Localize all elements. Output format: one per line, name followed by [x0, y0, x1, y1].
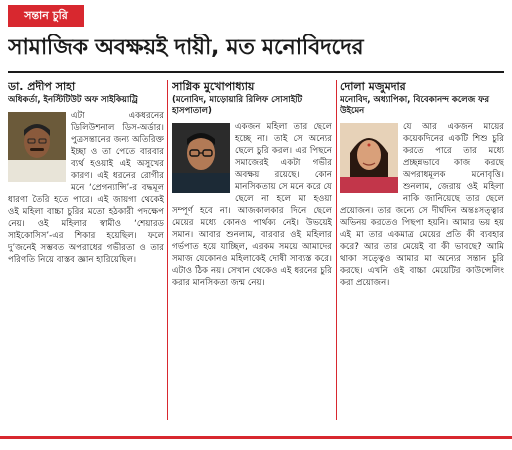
author-name: দোলা মজুমদার: [340, 80, 406, 93]
column-text: যে আর একজন মায়ের কয়েকদিনের একটি শিশু চুরি করতে পারে তার মধ্যে প্রচ্ছন্নভাবে কাজ করছে অপরাধমূলক মনোবৃত্তি। শুনলাম, জেরায় ওই মহিলা নাকি জানিয়েছে তার ছেলে প্রয়োজন। তার জন্যে সে দীর্ঘদিন অন্তঃসত্ত্বার অভিনয় করতেও পিছপা হয়নি। আমার ভয় হয় এই মা তার একমাত্র মেয়ের প্রতি কী ব্যবহার করে? আর তার মেয়েই বা কী ভাবছে? আমি থাকা সত্ত্বেও আমার মা অন্যের সন্তান চুরি করছে। এখনি ওই বাচ্চা মেয়েটির কাউন্সেলিং করা প্রয়োজন।: [340, 122, 504, 288]
opinion-column-2: [172, 80, 332, 425]
author-role: (মনোবিদ, মাড়োয়ারি রিলিফ সোসাইটি হাসপাতাল): [172, 95, 303, 116]
column-text: একজন মহিলা তার ছেলে হচ্ছে না। তাই সে অন্যের ছেলে চুরি করল। এর পিছনে সমাজেরই একটা গভীর অবক্ষয় রয়েছে। কোন মানসিকতায় সে মনে করে যে ছেলে না হলে মা হওয়া সম্পূর্ণ হবে না। আজকালকার দিনে ছেলে মেয়ের মধ্যে কোনও পার্থক্য নেই। উভয়েই সমান। আবার শুনলাম, বারবার ওই মহিলার গর্ভপাত হয়ে যাচ্ছিল, এরকম সময়ে আমাদের সমাজ যেকোনও মহিলাকেই দোষী সাব্যস্ত করে। এটাও ঠিক নয়। সেখান থেকেও এই ধরনের চুরি করার মানসিকতা জন্ম নেয়।: [172, 122, 332, 288]
column-divider: [336, 80, 337, 420]
author-name: সাগ্নিক মুখোপাধ্যায়: [172, 80, 255, 93]
opinion-column-1: [8, 80, 164, 425]
portrait-man-glasses-icon: [172, 123, 230, 193]
column-divider: [167, 80, 168, 420]
author-role: অধিকর্তা, ইনস্টিটিউট অফ সাইকিয়াট্রি: [8, 95, 138, 105]
author-name: ডা. প্রদীপ সাহা: [8, 80, 76, 93]
section-kicker: সন্তান চুরি: [8, 5, 84, 27]
portrait-man-mustache-icon: [8, 112, 66, 182]
opinion-column-3: [340, 80, 504, 425]
author-role: মনোবিদ, অধ্যাপিকা, বিবেকানন্দ কলেজ ফর উইমেন: [340, 95, 490, 116]
headline-rule: [8, 71, 504, 73]
column-text: এটা একধরনের ডিলিউশনাল ডিস-অর্ডার। পুত্রসন্তানের জন্য অতিরিক্ত ইচ্ছা ও তা পেতে বারবার ব্যর্থ হওয়াই এই অসুখের কারণ। এই ধরনের রোগীর মনে ‘প্রেগন্যান্সি’-র বদ্ধমূল ধারণা তৈরি হতে পারে। এই জায়গা থেকেই ওই মহিলা বাচ্চা চুরির মতো হঠকারী পদক্ষেপ নেয়। ওই মহিলার স্বামীও ‘শেয়ারড সাইকোসিস’-এর শিকার হয়েছিল। ফলে দু’জনেই সম্ভবত অপরাধের গভীরতা ও তার পরিণতি নিয়ে বাস্তব জ্ঞান হারিয়েছিল।: [8, 111, 164, 265]
footer-rule: [0, 436, 512, 439]
portrait-woman-icon: [340, 123, 398, 193]
article-headline: সামাজিক অবক্ষয়ই দায়ী, মত মনোবিদদের: [8, 35, 364, 60]
